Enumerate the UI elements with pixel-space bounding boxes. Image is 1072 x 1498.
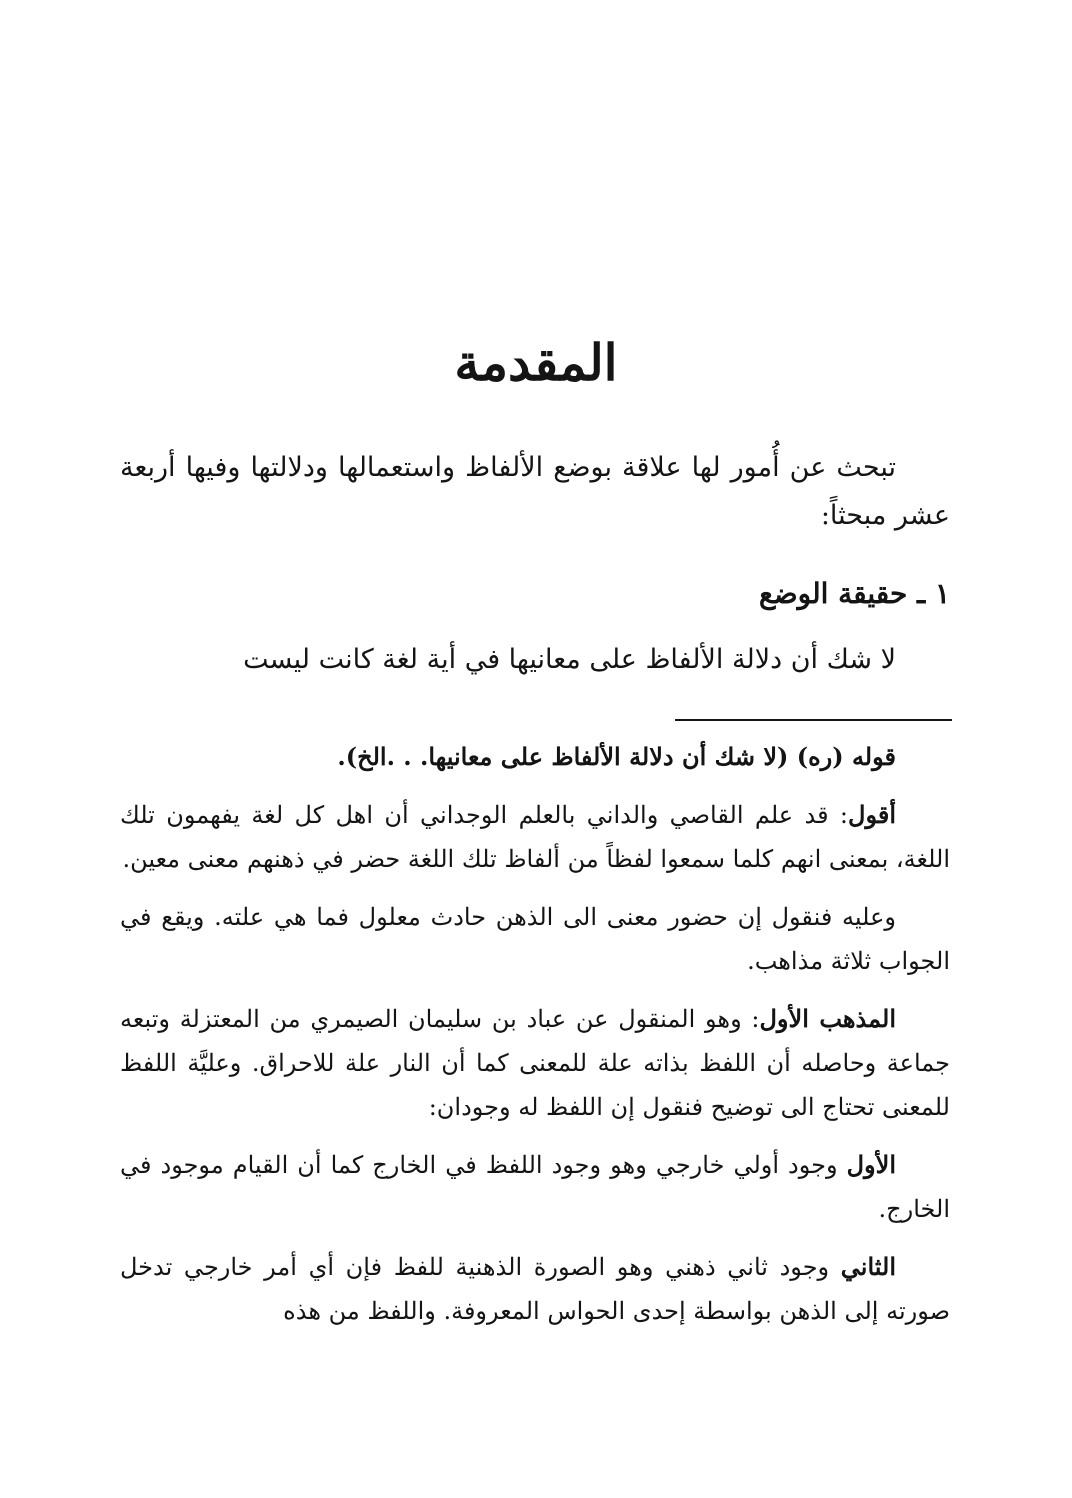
footnote-text-2: وعليه فنقول إن حضور معنى الى الذهن حادث معلول فما هي علته. ويقع في الجواب ثلاثة مذاهب. (120, 903, 950, 975)
footnote-lead-1: أقول (848, 800, 896, 829)
footnote-lead-5: الثاني (840, 1252, 896, 1281)
footnotes (120, 735, 950, 1347)
footnote-quote-text: قوله (ره) (لا شك أن دلالة الألفاظ على معانيها. . .الخ). (337, 742, 896, 771)
footnote-text-5: وجود ثاني ذهني وهو الصورة الذهنية للفظ فإن أي أمر خارجي تدخل صورته إلى الذهن بواسطة إحدى الحواس المعروفة. واللفظ من هذه (120, 1253, 950, 1325)
intro-paragraph (120, 444, 950, 540)
footnote-paragraph-2 (120, 895, 950, 983)
footnote-quote (120, 735, 950, 779)
footnote-lead-4: الأول (846, 1150, 896, 1179)
footnote-paragraph-5 (120, 1245, 950, 1333)
footnote-paragraph-3 (120, 997, 950, 1129)
chapter-title: المقدمة (454, 333, 618, 392)
footnote-text-1: : قد علم القاصي والداني بالعلم الوجداني أن اهل كل لغة يفهمون تلك اللغة، بمعنى انهم كلما سمعوا لفظاً من ألفاظ تلك اللغة حضر في ذهنهم معنى معين. (120, 801, 950, 873)
footnote-lead-3: المذهب الأول (759, 1004, 897, 1033)
footnote-text-3: : وهو المنقول عن عباد بن سليمان الصيمري من المعتزلة وتبعه جماعة وحاصله أن اللفظ بذاته علة للمعنى كما أن النار علة للاحراق. وعليَّة اللفظ للمعنى تحتاج الى توضيح فنقول إن اللفظ له وجودان: (120, 1005, 950, 1121)
section-paragraph (120, 637, 950, 683)
section-text: لا شك أن دلالة الألفاظ على معانيها في أية لغة كانت ليست (243, 644, 896, 675)
intro-text: تبحث عن أُمور لها علاقة بوضع الألفاظ واستعمالها ودلالتها وفيها أربعة عشر مبحثاً: (120, 452, 950, 531)
footnote-text-4: وجود أولي خارجي وهو وجود اللفظ في الخارج كما أن القيام موجود في الخارج. (120, 1151, 950, 1223)
footnote-separator (675, 719, 952, 721)
section-heading: ١ ـ حقيقة الوضع (758, 577, 950, 610)
footnote-paragraph-4 (120, 1143, 950, 1231)
footnote-paragraph-1 (120, 793, 950, 881)
